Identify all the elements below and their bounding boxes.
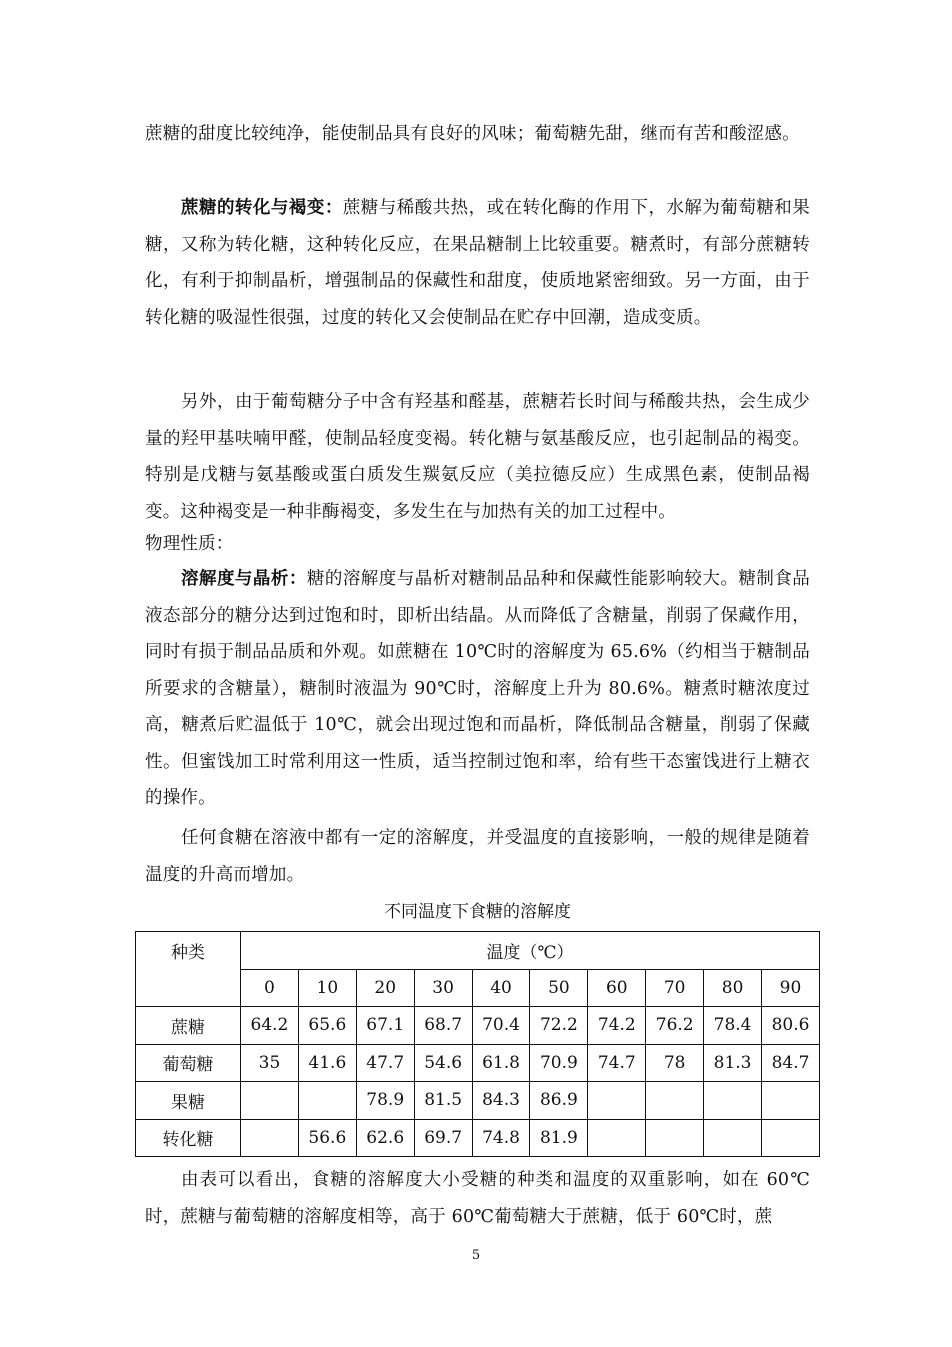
paragraph-sucrose-inversion	[145, 190, 810, 336]
value-cell	[588, 1119, 646, 1157]
temperature-cell: 60	[588, 969, 646, 1007]
paragraph-text: 由表可以看出，食糖的溶解度大小受糖的种类和温度的双重影响，如在 60℃时，蔗糖与葡萄糖的溶解度相等，高于 60℃葡萄糖大于蔗糖，低于 60℃时，蔗	[145, 1170, 810, 1227]
value-cell: 78.9	[356, 1082, 414, 1120]
table-row	[136, 1119, 820, 1157]
value-cell	[646, 1082, 704, 1120]
page-number: 5	[471, 1248, 481, 1263]
paragraph-text: 蔗糖与稀酸共热，或在转化酶的作用下，水解为葡萄糖和果糖，又称为转化糖，这种转化反应，在果品糖制上比较重要。糖煮时，有部分蔗糖转化，有利于抑制晶析，增强制品的保藏性和甜度，使质地紧密细致。另一方面，由于转化糖的吸湿性很强，过度的转化又会使制品在贮存中回潮，造成变质。	[145, 198, 810, 328]
paragraph-heading: 溶解度与晶析：	[181, 569, 307, 589]
value-cell: 78.4	[704, 1007, 762, 1045]
solubility-table	[135, 931, 820, 1157]
temperature-cell: 40	[472, 969, 530, 1007]
value-cell: 61.8	[472, 1044, 530, 1082]
value-cell	[762, 1119, 820, 1157]
table-row	[136, 1044, 820, 1082]
paragraph-text: 任何食糖在溶液中都有一定的溶解度，并受温度的直接影响，一般的规律是随着温度的升高而增加。	[145, 828, 810, 885]
value-cell: 84.3	[472, 1082, 530, 1120]
paragraph-solubility-crystallization	[145, 561, 810, 817]
value-cell	[241, 1119, 299, 1157]
header-type: 种类	[136, 932, 241, 1007]
value-cell: 76.2	[646, 1007, 704, 1045]
section-label-physical-properties	[145, 526, 810, 563]
value-cell	[704, 1082, 762, 1120]
table-header-row	[136, 932, 820, 970]
value-cell: 81.9	[530, 1119, 588, 1157]
temperature-cell: 80	[704, 969, 762, 1007]
temperature-cell: 0	[241, 969, 299, 1007]
sugar-name-cell: 转化糖	[136, 1119, 241, 1157]
value-cell: 64.2	[241, 1007, 299, 1045]
value-cell: 74.8	[472, 1119, 530, 1157]
paragraph-text: 另外，由于葡萄糖分子中含有羟基和醛基，蔗糖若长时间与稀酸共热，会生成少量的羟甲基呋喃甲醛，使制品轻度变褐。转化糖与氨基酸反应，也引起制品的褐变。特别是戊糖与氨基酸或蛋白质发生羰氨反应（美拉德反应）生成黑色素，使制品褐变。这种褐变是一种非酶褐变，多发生在与加热有关的加工过程中。	[145, 392, 810, 522]
value-cell	[762, 1082, 820, 1120]
value-cell: 67.1	[356, 1007, 414, 1045]
value-cell	[298, 1082, 356, 1120]
table-caption: 不同温度下食糖的溶解度	[384, 902, 571, 922]
sugar-name-cell: 果糖	[136, 1082, 241, 1120]
value-cell: 54.6	[414, 1044, 472, 1082]
value-cell: 62.6	[356, 1119, 414, 1157]
header-temperature: 温度（℃）	[241, 932, 820, 970]
value-cell: 78	[646, 1044, 704, 1082]
paragraph-text: 糖的溶解度与晶析对糖制品品种和保藏性能影响较大。糖制食品液态部分的糖分达到过饱和时，即析出结晶。从而降低了含糖量，削弱了保藏作用，同时有损于制品品质和外观。如蔗糖在 10℃时的溶解度为 65.6%（约相当于糖制品所要求的含糖量），糖制时液温为 90℃时，溶解度上升为 80.6%。糖煮时糖浓度过高，糖煮后贮温低于 10℃，就会出现过饱和而晶析，降低制品含糖量，削弱了保藏性。但蜜饯加工时常利用这一性质，适当控制过饱和率，给有些干态蜜饯进行上糖衣的操作。	[145, 569, 810, 808]
sugar-name-cell: 蔗糖	[136, 1007, 241, 1045]
temperature-cell: 70	[646, 969, 704, 1007]
table-row	[136, 1082, 820, 1120]
value-cell: 86.9	[530, 1082, 588, 1120]
value-cell	[241, 1082, 299, 1120]
paragraph-browning	[145, 384, 810, 530]
value-cell: 70.9	[530, 1044, 588, 1082]
temperature-cell: 20	[356, 969, 414, 1007]
value-cell: 74.2	[588, 1007, 646, 1045]
paragraph-table-analysis	[145, 1162, 810, 1235]
value-cell: 81.3	[704, 1044, 762, 1082]
value-cell: 74.7	[588, 1044, 646, 1082]
value-cell	[704, 1119, 762, 1157]
temperature-cell: 50	[530, 969, 588, 1007]
temperature-cell: 30	[414, 969, 472, 1007]
value-cell: 72.2	[530, 1007, 588, 1045]
temperature-cell: 10	[298, 969, 356, 1007]
value-cell: 56.6	[298, 1119, 356, 1157]
value-cell: 81.5	[414, 1082, 472, 1120]
value-cell: 65.6	[298, 1007, 356, 1045]
paragraph-text: 物理性质：	[145, 534, 234, 554]
paragraph-solubility-temperature	[145, 820, 810, 893]
table-row	[136, 1007, 820, 1045]
value-cell: 70.4	[472, 1007, 530, 1045]
value-cell: 35	[241, 1044, 299, 1082]
value-cell: 69.7	[414, 1119, 472, 1157]
paragraph-sweetness	[145, 116, 810, 153]
value-cell: 68.7	[414, 1007, 472, 1045]
temperature-cell: 90	[762, 969, 820, 1007]
value-cell: 41.6	[298, 1044, 356, 1082]
value-cell: 80.6	[762, 1007, 820, 1045]
value-cell: 84.7	[762, 1044, 820, 1082]
paragraph-text: 蔗糖的甜度比较纯净，能使制品具有良好的风味；葡萄糖先甜，继而有苦和酸涩感。	[145, 124, 800, 144]
value-cell	[646, 1119, 704, 1157]
sugar-name-cell: 葡萄糖	[136, 1044, 241, 1082]
value-cell	[588, 1082, 646, 1120]
value-cell: 47.7	[356, 1044, 414, 1082]
paragraph-heading: 蔗糖的转化与褐变：	[181, 198, 343, 218]
